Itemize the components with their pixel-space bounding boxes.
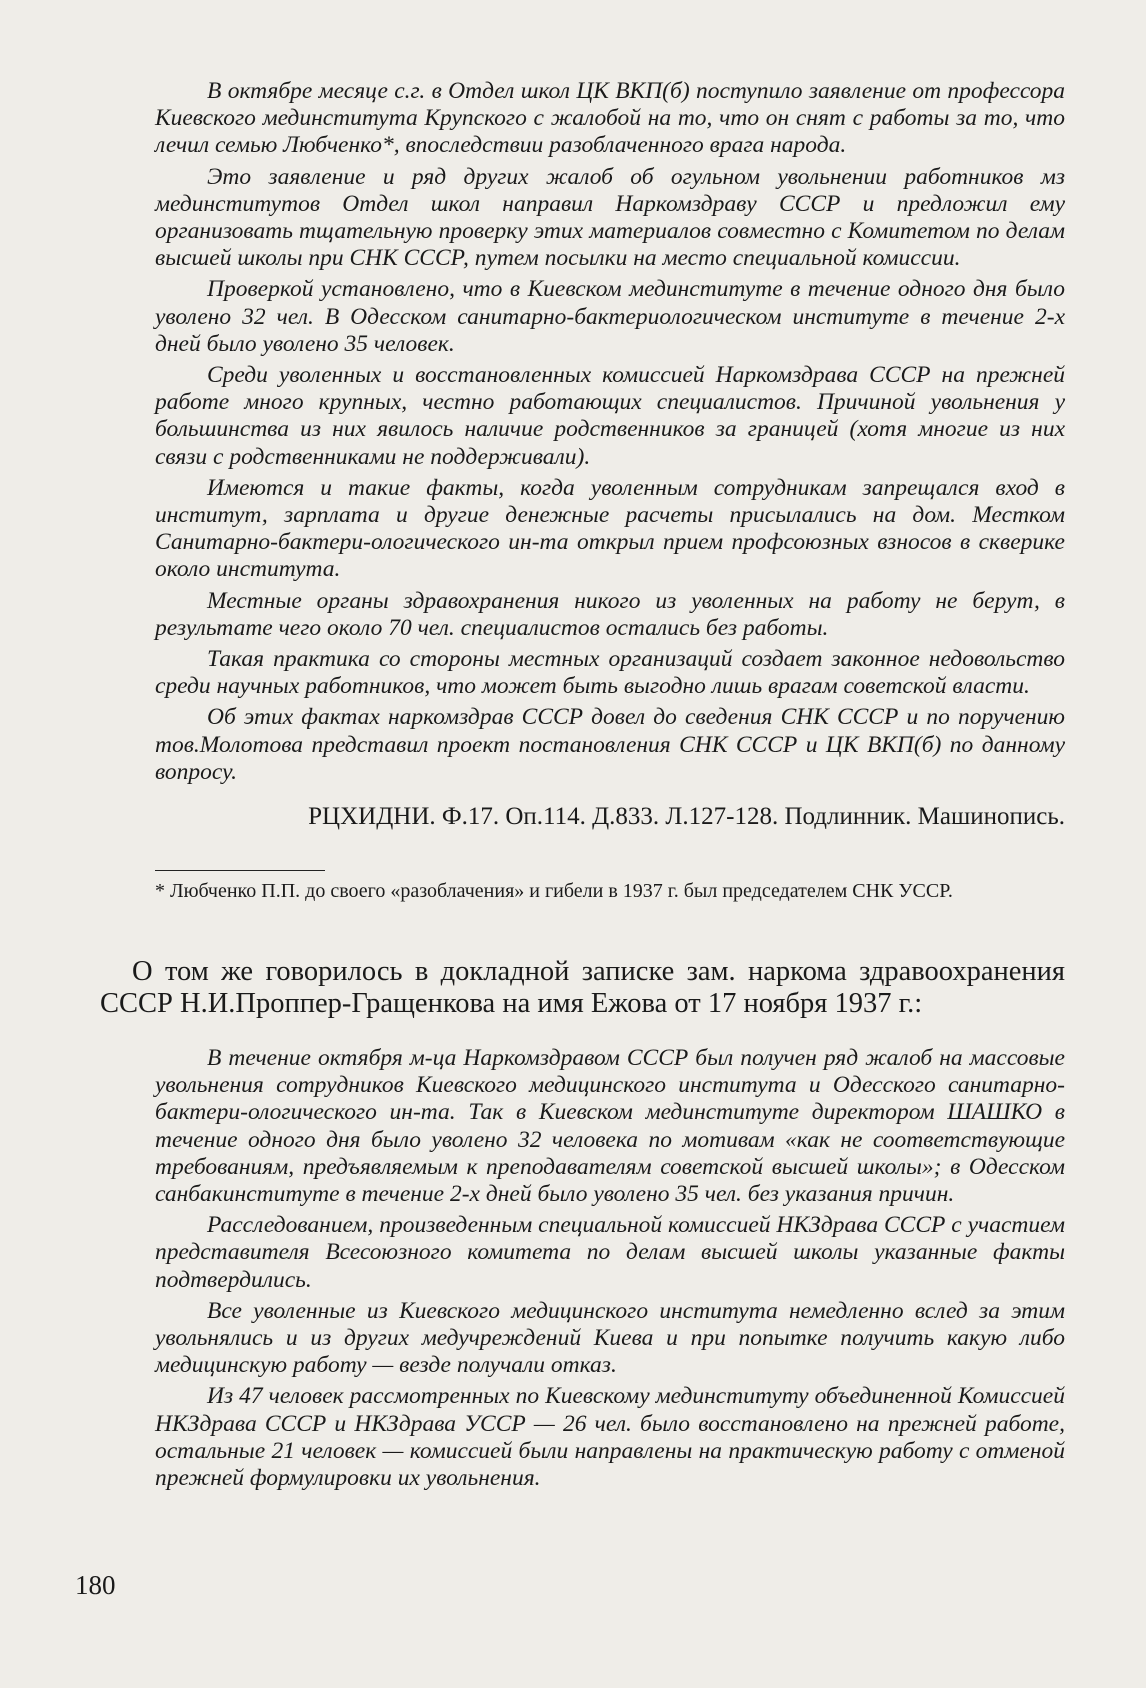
paragraph: Это заявление и ряд других жалоб об огульном увольнении работников мз мединститутов Отдел школ направил Наркомздраву СССР и предложил ему организовать тщательную проверку этих материалов совместно с Комитетом по делам высшей школы при СНК СССР, путем посылки на место специальной комиссии. (155, 163, 1065, 272)
paragraph: Все уволенные из Киевского медицинского института немедленно вслед за этим увольнялись и из других медучреждений Киева и при попытке получить какую либо медицинскую работу — везде получали отказ. (155, 1297, 1065, 1379)
paragraph: Проверкой установлено, что в Киевском мединституте в течение одного дня было уволено 32 чел. В Одесском санитарно-бактериологическом институте в течение 2-х дней было уволено 35 человек. (155, 276, 1065, 357)
paragraph: Местные органы здравохранения никого из уволенных на работу не берут, в результате чего около 70 чел. специалистов остались без работы. (155, 587, 1065, 641)
paragraph: Среди уволенных и восстановленных комиссией Наркомздрава СССР на прежней работе много крупных, честно работающих специалистов. Причиной увольнения у большинства из них явилось наличие родственников за границей (хотя многие из них связи с родственниками не поддерживали). (155, 362, 1065, 470)
footnote-rule (155, 870, 325, 871)
paragraph: Расследованием, произведенным специальной комиссией НКЗдрава СССР с участием представителя Всесоюзного комитета по делам высшей школы указанные факты подтвердились. (155, 1212, 1065, 1293)
footnote: * Любченко П.П. до своего «разоблачения» и гибели в 1937 г. был председателем СНК УССР. (155, 880, 953, 902)
paragraph: Имеются и такие факты, когда уволенным сотрудникам запрещался вход в институт, зарплата и другие денежные расчеты присылались на дом. Местком Санитарно-бактери-ологического ин-та открыл прием профсоюзных взносов в скверике около института. (155, 474, 1065, 583)
paragraph: В течение октября м-ца Наркомздравом СССР был получен ряд жалоб на массовые увольнения сотрудников Киевского медицинского института и Одесского санитарно-бактери-ологического ин-та. Так в Киевском мединституте директором ШАШКО в течение одного дня было уволено 32 человека по мотивам «как не соответствующие требованиям, предъявляемым к преподавателям советской высшей школы»; в Одесском санбакинституте в течение 2-х дней было уволено 35 чел. без указания причин. (155, 1045, 1065, 1208)
page-number: 180 (75, 1570, 116, 1600)
quoted-document-2 (155, 1045, 1065, 1496)
lead-paragraph: О том же говорилось в докладной записке зам. наркома здравоохранения СССР Н.И.Проппер-Гращенкова на имя Ежова от 17 ноября 1937 г.: (100, 956, 1065, 1019)
paragraph: В октябре месяце с.г. в Отдел школ ЦК ВКП(б) поступило заявление от профессора Киевского мединститута Крупского с жалобой на то, что он снят с работы за то, что лечил семью Любченко*, впоследствии разоблаченного врага народа. (155, 78, 1065, 159)
paragraph: Об этих фактах наркомздрав СССР довел до сведения СНК СССР и по поручению тов.Молотова представил проект постановления СНК СССР и ЦК ВКП(б) по данному вопросу. (155, 704, 1065, 785)
paragraph: Из 47 человек рассмотренных по Киевскому мединституту объединенной Комиссией НКЗдрава СССР и НКЗдрава УССР — 26 чел. было восстановлено на прежней работе, остальные 21 человек — комиссией были направлены на практическую работу с отменой прежней формулировки их увольнения. (155, 1383, 1065, 1492)
quoted-document-1 (155, 78, 1065, 790)
archive-reference: РЦХИДНИ. Ф.17. Оп.114. Д.833. Л.127-128. Подлинник. Машинопись. (308, 803, 1065, 830)
paragraph: Такая практика со стороны местных организаций создает законное недовольство среди научных работников, что может быть выгодно лишь врагам советской власти. (155, 646, 1065, 700)
